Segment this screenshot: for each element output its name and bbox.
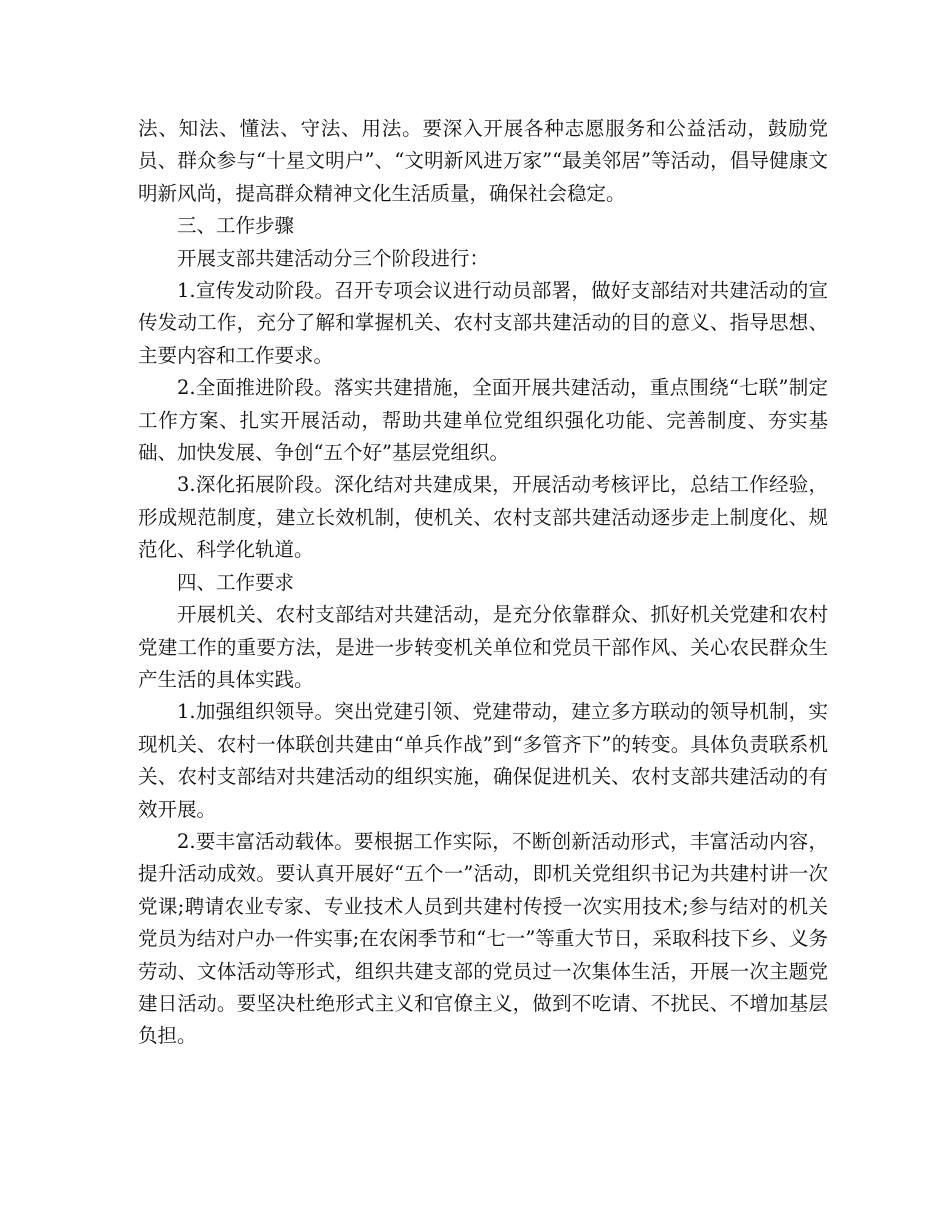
paragraph-step-2: 2.全面推进阶段。落实共建措施，全面开展共建活动，重点围绕“七联”制定工作方案、扎实开展活动，帮助共建单位党组织强化功能、完善制度、夯实基础、加快发展、争创“五个好”基层党组织。: [138, 376, 828, 465]
paragraph-continuation: 法、知法、懂法、守法、用法。要深入开展各种志愿服务和公益活动，鼓励党员、群众参与“十星文明户”、“文明新风进万家”“最美邻居”等活动，倡导健康文明新风尚，提高群众精神文化生活质量，确保社会稳定。: [138, 117, 828, 205]
paragraph-step-1: 1.宣传发动阶段。召开专项会议进行动员部署，做好支部结对共建活动的宣传发动工作，充分了解和掌握机关、农村支部共建活动的目的意义、指导思想、主要内容和工作要求。: [138, 279, 828, 367]
document-body: [138, 113, 828, 1053]
paragraph-requirement-2: 2.要丰富活动载体。要根据工作实际，不断创新活动形式，丰富活动内容，提升活动成效。要认真开展好“五个一”活动，即机关党组织书记为共建村讲一次党课;聘请农业专家、专业技术人员到共建村传授一次实用技术;参与结对的机关党员为结对户办一件实事;在农闲季节和“七一”等重大节日，采取科技下乡、义务劳动、文体活动等形式，组织共建支部的党员过一次集体生活，开展一次主题党建日活动。要坚决杜绝形式主义和官僚主义，做到不吃请、不扰民、不增加基层负担。: [138, 829, 828, 1048]
section-heading-work-requirements: 四、工作要求: [177, 570, 295, 594]
paragraph-requirement-1: 1.加强组织领导。突出党建引领、党建带动，建立多方联动的领导机制，实现机关、农村一体联创共建由“单兵作战”到“多管齐下”的转变。具体负责联系机关、农村支部结对共建活动的组织实施，确保促进机关、农村支部共建活动的有效开展。: [138, 700, 828, 821]
section-heading-work-steps: 三、工作步骤: [177, 214, 295, 238]
paragraph-step-3: 3.深化拓展阶段。深化结对共建成果，开展活动考核评比，总结工作经验，形成规范制度，建立长效机制，使机关、农村支部共建活动逐步走上制度化、规范化、科学化轨道。: [138, 473, 828, 562]
paragraph-requirements-intro: 开展机关、农村支部结对共建活动，是充分依靠群众、抓好机关党建和农村党建工作的重要方法，是进一步转变机关单位和党员干部作风、关心农民群众生产生活的具体实践。: [138, 603, 828, 691]
paragraph-steps-intro: 开展支部共建活动分三个阶段进行：: [177, 246, 490, 270]
